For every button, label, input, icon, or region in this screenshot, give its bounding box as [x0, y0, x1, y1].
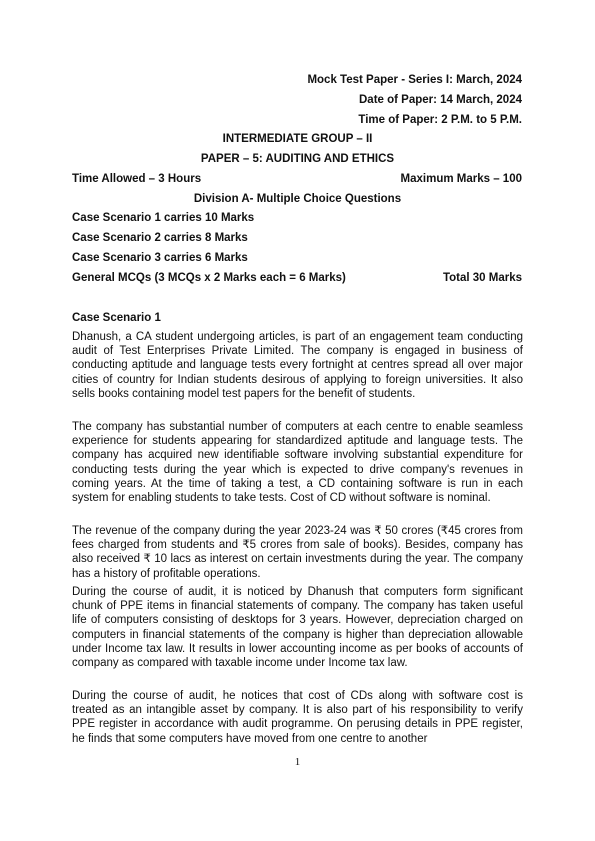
total-marks: Total 30 Marks [442, 272, 522, 284]
paragraph-5: During the course of audit, he notices that cost of CDs along with software cost is treated as an intangible asset by company. It is also part of his responsibility to verify PPE register in accordance with audit programme. On perusing details in PPE register, he finds that some computers have moved from one centre to another [72, 690, 523, 745]
header-paper-series: Mock Test Paper - Series I: March, 2024 [307, 74, 522, 86]
paragraph-3: The revenue of the company during the year 2023-24 was ₹ 50 crores (₹45 crores from fees charged from students and ₹5 crores from sale of books). Besides, company has also received ₹ 10 lacs as interest on certain investments during the year. The company has a history of profitable operations. [72, 525, 523, 580]
general-mcqs: General MCQs (3 MCQs x 2 Marks each = 6 Marks) [72, 272, 346, 284]
maximum-marks: Maximum Marks – 100 [400, 173, 522, 185]
case-marks-3: Case Scenario 3 carries 6 Marks [72, 252, 248, 264]
page-number: 1 [294, 756, 301, 768]
case-marks-2: Case Scenario 2 carries 8 Marks [72, 232, 248, 244]
time-marks-row [72, 173, 522, 185]
section-heading: Case Scenario 1 [72, 312, 161, 324]
paragraph-4: During the course of audit, it is noticed by Dhanush that computers form significant chunk of PPE items in financial statements of company. The company has taken useful life of computers consisting of desktops for 3 years. However, depreciation charged on computers in financial statements of the company is higher than depreciation allowable under Income tax law. It results in lower accounting income as per books of accounts of company as compared with taxable income under Income tax law. [72, 586, 523, 670]
case-marks-1: Case Scenario 1 carries 10 Marks [72, 212, 255, 224]
division-heading: Division A- Multiple Choice Questions [193, 193, 402, 205]
time-allowed: Time Allowed – 3 Hours [72, 173, 202, 185]
paragraph-1: Dhanush, a CA student undergoing articles, is part of an engagement team conducting audit of Test Enterprises Private Limited. The company is engaged in business of conducting aptitude and language tests every fortnight at centres spread all over major cities of country for Indian students desirous of applying to foreign universities. It also sells books containing model test papers for the benefit of students. [72, 331, 523, 400]
paper-title: PAPER – 5: AUDITING AND ETHICS [200, 153, 395, 165]
header-time: Time of Paper: 2 P.M. to 5 P.M. [358, 114, 522, 126]
general-mcqs-row [72, 272, 522, 284]
group-title: INTERMEDIATE GROUP – II [222, 133, 373, 145]
paragraph-2: The company has substantial number of computers at each centre to enable seamless experience for students appearing for standardized aptitude and language tests. The company has acquired new identifiable software involving substantial expenditure for conducting tests during the year which is expected to drive company's revenues in coming years. At the time of taking a test, a CD containing software is run in each system for enabling students to take tests. Cost of CD without software is nominal. [72, 421, 523, 505]
header-date: Date of Paper: 14 March, 2024 [359, 94, 522, 106]
